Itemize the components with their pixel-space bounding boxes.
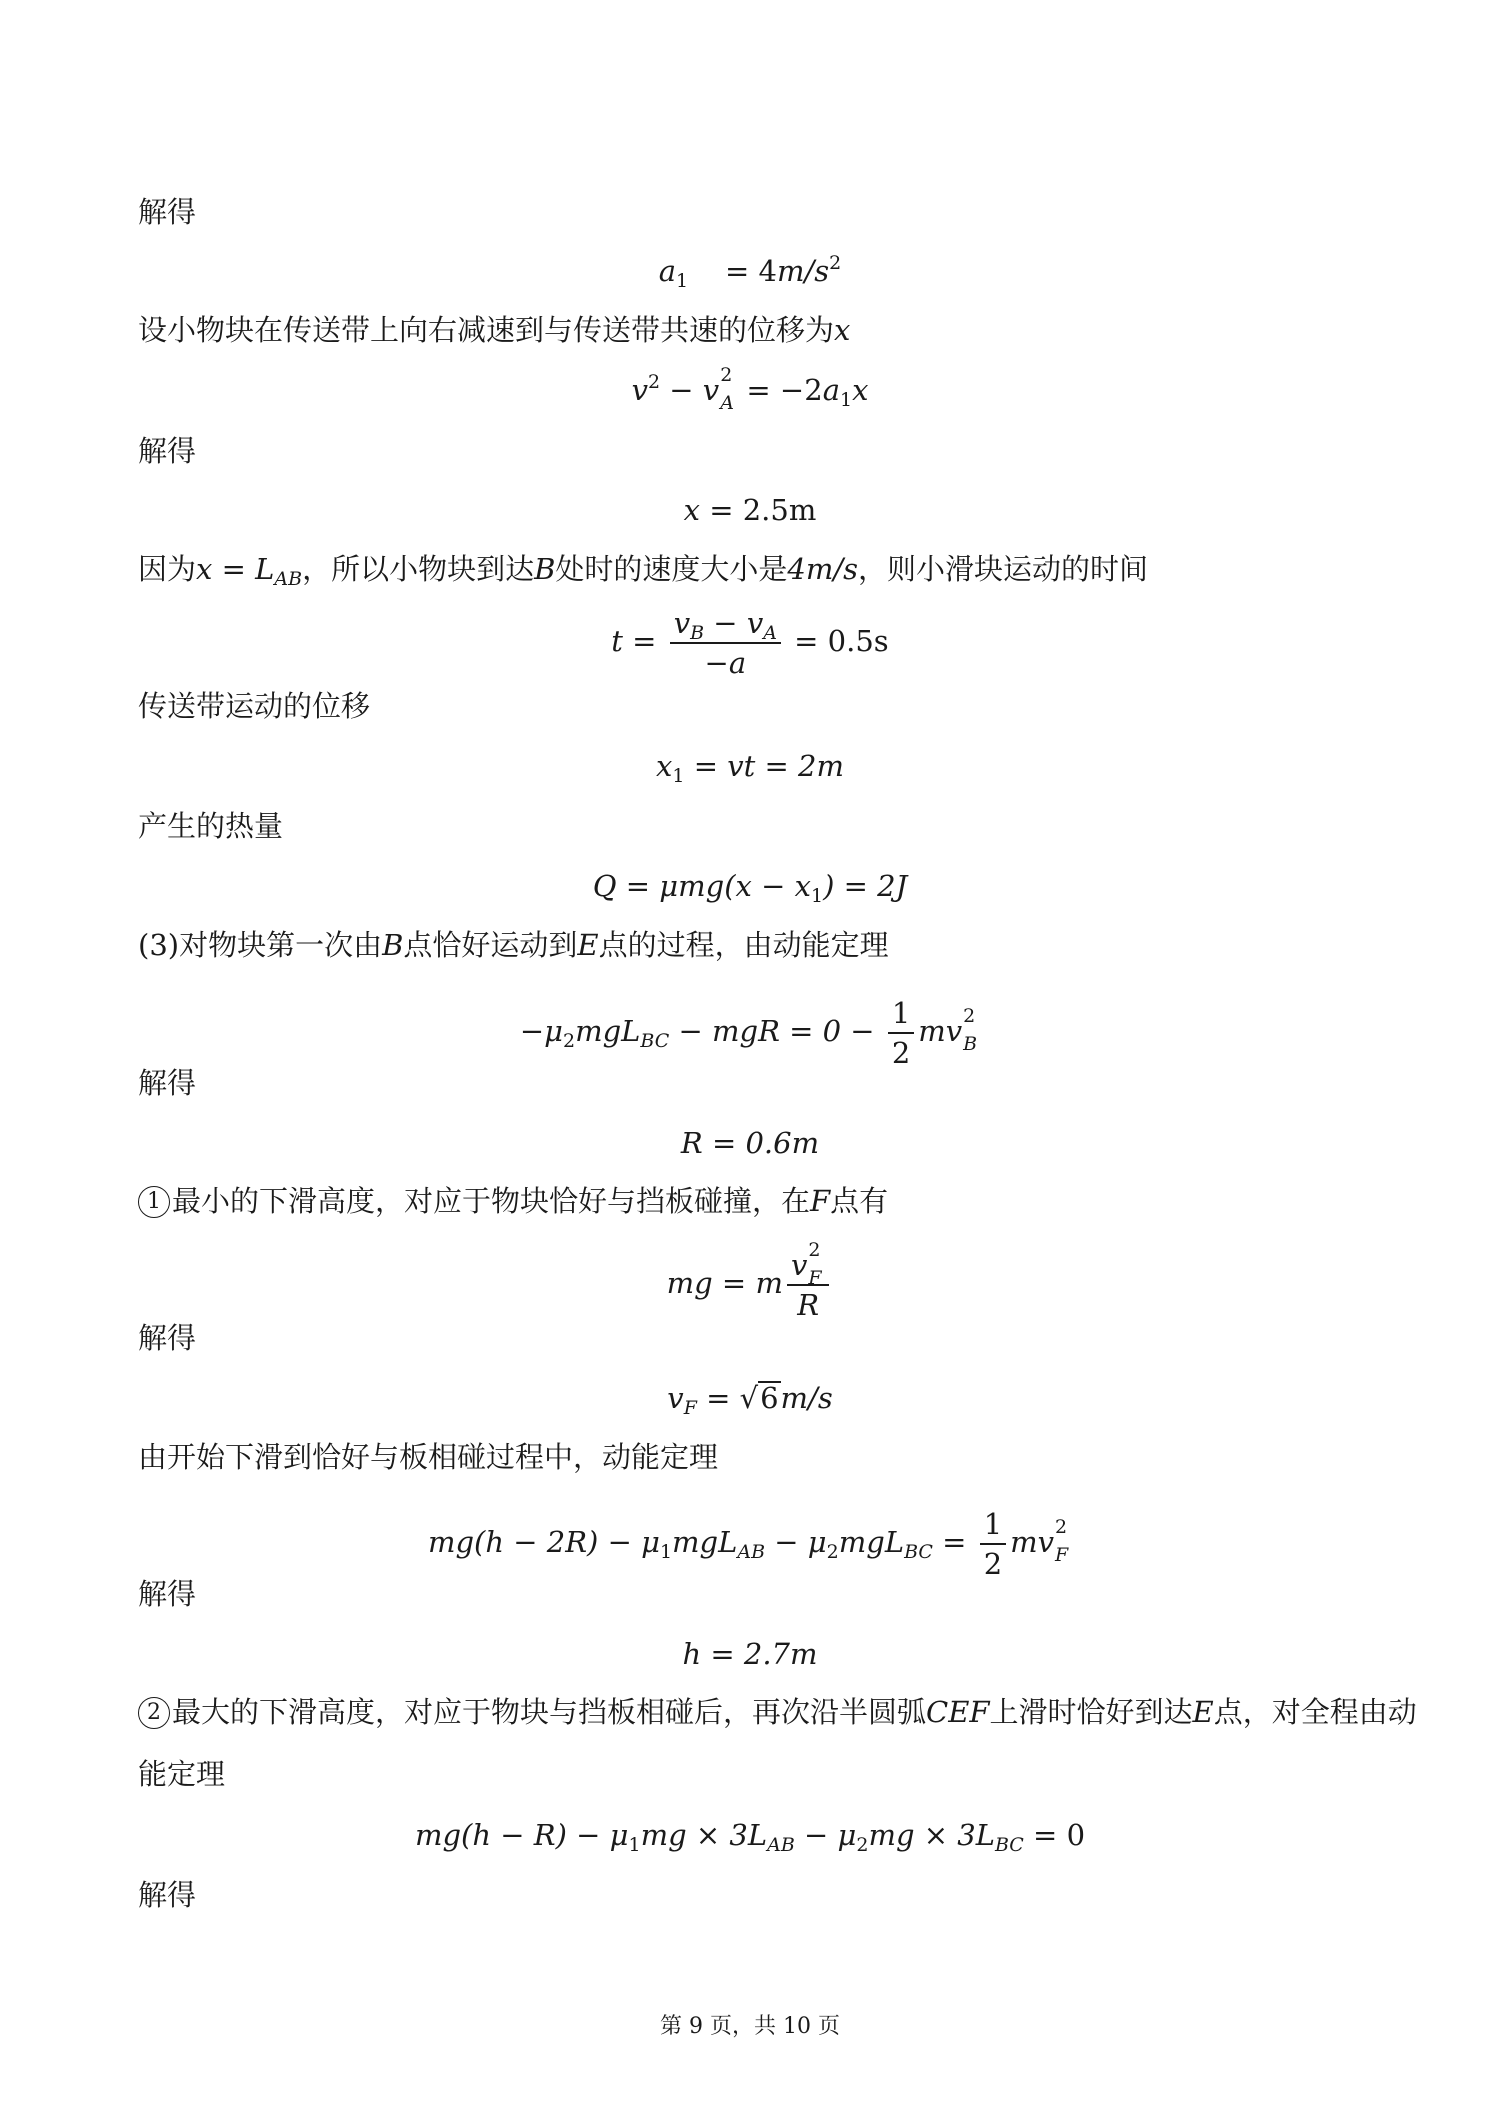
text-line: 解得: [138, 1066, 197, 1100]
text-line: 由开始下滑到恰好与板相碰过程中，动能定理: [138, 1440, 719, 1474]
equation-heat: $Q = \mu mg(x - x_1) = 2J$: [592, 869, 908, 907]
equation-vf: $v_F = √6m/s$: [667, 1381, 833, 1419]
fraction: v 2 F R: [787, 1246, 829, 1324]
page-number: 第 9 页，共 10 页: [660, 2014, 840, 2039]
text-line: 解得: [138, 1321, 197, 1355]
text-line: 解得: [138, 1577, 197, 1611]
equation-x1: $x_1$ = vt = 2m: [656, 749, 844, 787]
page-footer: [0, 2013, 1500, 2041]
circled-number: 1: [138, 1186, 170, 1218]
text-line: 解得: [138, 1878, 197, 1912]
text-line: 2 最大的下滑高度，对应于物块与挡板相碰后，再次沿半圆弧CEF上滑时恰好到达E点，对全程由动: [138, 1692, 1417, 1732]
text-line: 传送带运动的位移: [138, 689, 371, 723]
equation-x: x = 2.5m: [683, 493, 817, 527]
fraction: $\frac{v_B - v_A}{-a}$: [670, 604, 781, 682]
equation-r: R = 0.6m: [680, 1126, 820, 1160]
equation-t: t = $\frac{v_B - v_A}{-a}$ = 0.5s: [611, 606, 889, 680]
equation-energy-2: $mg(h - 2R) - \mu_1mgL_{AB} - \mu_2mgL_{BC}$ = $\frac{1}{2}$ mv 2 F: [427, 1507, 1069, 1581]
text-line: 因为$x = L_{AB}$，所以小物块到达B处时的速度大小是4m/s，则小滑块运动的时间: [138, 552, 1149, 590]
equation-centripetal: mg = m v 2 F R: [0, 1246, 1500, 1324]
text-line: 设小物块在传送带上向右减速到与传送带共速的位移为x: [138, 313, 851, 347]
fraction: $\frac{1}{2}$: [980, 1505, 1006, 1583]
equation-h: h = 2.7m: [682, 1637, 818, 1671]
text-line: 解得: [138, 434, 197, 468]
equation-a1: $a_1$ = $4m/s^2$: [658, 252, 842, 292]
text-line: 产生的热量: [138, 809, 284, 843]
equation-energy-1: $-\mu_2mgL_{BC}$ − mgR = 0 − $\frac{1}{2}$ mv 2 B: [519, 996, 978, 1070]
text-line: 1 最小的下滑高度，对应于物块恰好与挡板碰撞，在F点有: [138, 1181, 888, 1221]
text-line: 能定理: [138, 1757, 226, 1791]
equation-energy-3: $mg(h - R) - \mu_1mg \times 3L_{AB} - \mu_2mg \times 3L_{BC} = 0$: [414, 1818, 1086, 1856]
equation-kinematic: $v^2 - v$ 2 A = $-2a_1x$: [631, 364, 869, 414]
text-line: (3)对物块第一次由B点恰好运动到E点的过程，由动能定理: [138, 928, 889, 962]
fraction: $\frac{1}{2}$: [888, 994, 914, 1072]
text-line: 解得: [138, 195, 197, 229]
circled-number: 2: [138, 1697, 170, 1729]
